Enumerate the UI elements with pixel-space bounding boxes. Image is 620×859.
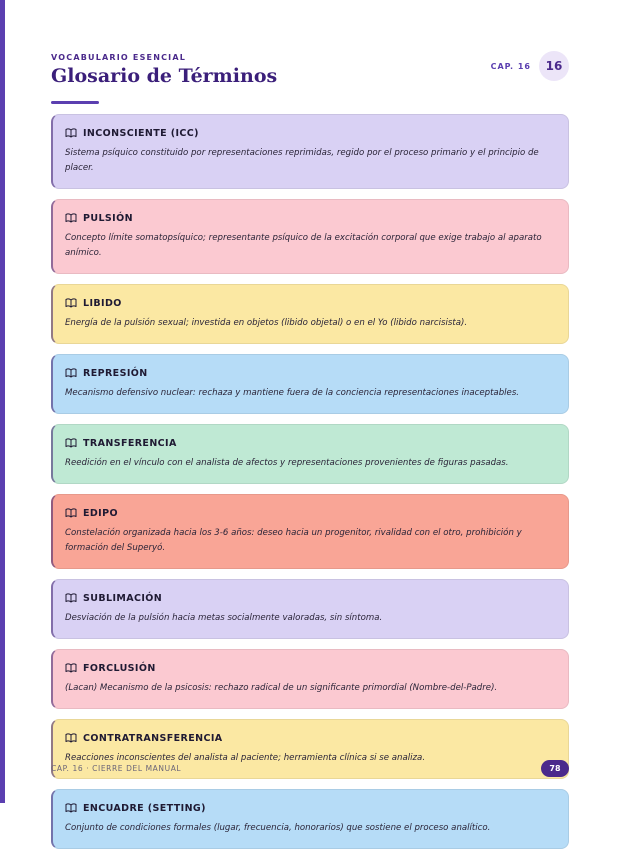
glossary-term-card: [51, 284, 569, 344]
glossary-term-list: [51, 114, 569, 859]
book-open-icon: [65, 297, 77, 309]
term-definition: Desviación de la pulsión hacia metas socialmente valoradas, sin síntoma.: [65, 613, 383, 623]
term-definition: Sistema psíquico constituido por representaciones reprimidas, regido por el proceso primario y el principio de placer.: [65, 148, 539, 173]
glossary-term-card: [51, 649, 569, 709]
glossary-term-card: [51, 789, 569, 849]
term-definition: Reedición en el vínculo con el analista de afectos y representaciones provenientes de figuras pasadas.: [65, 458, 509, 468]
glossary-term-card: [51, 114, 569, 189]
title-underline: [51, 101, 99, 104]
term-name: ENCUADRE (SETTING): [83, 802, 206, 814]
term-name: EDIPO: [83, 507, 118, 519]
term-header: [65, 505, 556, 521]
book-open-icon: [65, 437, 77, 449]
term-header: [65, 660, 556, 676]
term-name: SUBLIMACIÓN: [83, 592, 163, 604]
book-open-icon: [65, 212, 77, 224]
term-header: [65, 435, 556, 451]
glossary-term-card: [51, 494, 569, 569]
glossary-term-card: [51, 424, 569, 484]
term-header: [65, 210, 556, 226]
term-definition: Constelación organizada hacia los 3-6 años: deseo hacia un progenitor, rivalidad con el otro, prohibición y formación del Superyó.: [65, 528, 522, 553]
term-definition: (Lacan) Mecanismo de la psicosis: rechazo radical de un significante primordial (Nombre-del-Padre).: [65, 683, 498, 693]
term-name: PULSIÓN: [83, 212, 133, 224]
book-open-icon: [65, 367, 77, 379]
term-header: [65, 730, 556, 746]
term-name: CONTRATRANSFERENCIA: [83, 732, 223, 744]
term-header: [65, 365, 556, 381]
glossary-term-card: [51, 354, 569, 414]
term-name: REPRESIÓN: [83, 367, 148, 379]
glossary-term-card: [51, 199, 569, 274]
term-header: [65, 800, 556, 816]
term-name: TRANSFERENCIA: [83, 437, 177, 449]
book-open-icon: [65, 127, 77, 139]
chapter-indicator: [491, 51, 569, 81]
glossary-term-card: [51, 579, 569, 639]
term-definition: Conjunto de condiciones formales (lugar, frecuencia, honorarios) que sostiene el proceso analítico.: [65, 823, 491, 833]
page-title: Glosario de Términos: [51, 65, 278, 87]
book-open-icon: [65, 802, 77, 814]
book-open-icon: [65, 732, 77, 744]
term-name: INCONSCIENTE (ICC): [83, 127, 199, 139]
chapter-label: CAP. 16: [490, 61, 531, 71]
chapter-number-badge: 16: [539, 51, 569, 81]
term-definition: Concepto límite somatopsíquico; representante psíquico de la excitación corporal que exige trabajo al aparato anímico.: [65, 233, 542, 258]
term-header: [65, 295, 556, 311]
term-header: [65, 590, 556, 606]
term-header: [65, 125, 556, 141]
book-open-icon: [65, 507, 77, 519]
term-definition: Energía de la pulsión sexual; investida en objetos (libido objetal) o en el Yo (libido narcisista).: [65, 318, 468, 328]
term-name: LIBIDO: [83, 297, 122, 309]
term-definition: Reacciones inconscientes del analista al paciente; herramienta clínica si se analiza.: [65, 753, 426, 763]
footer-text: CAP. 16 · CIERRE DEL MANUAL: [51, 764, 182, 773]
page-number-badge: 78: [541, 760, 569, 777]
section-eyebrow: VOCABULARIO ESENCIAL: [51, 53, 187, 62]
left-accent-bar: [0, 0, 5, 803]
book-open-icon: [65, 662, 77, 674]
term-name: FORCLUSIÓN: [83, 662, 156, 674]
term-definition: Mecanismo defensivo nuclear: rechaza y mantiene fuera de la conciencia representaciones inaceptables.: [65, 388, 520, 398]
book-open-icon: [65, 592, 77, 604]
